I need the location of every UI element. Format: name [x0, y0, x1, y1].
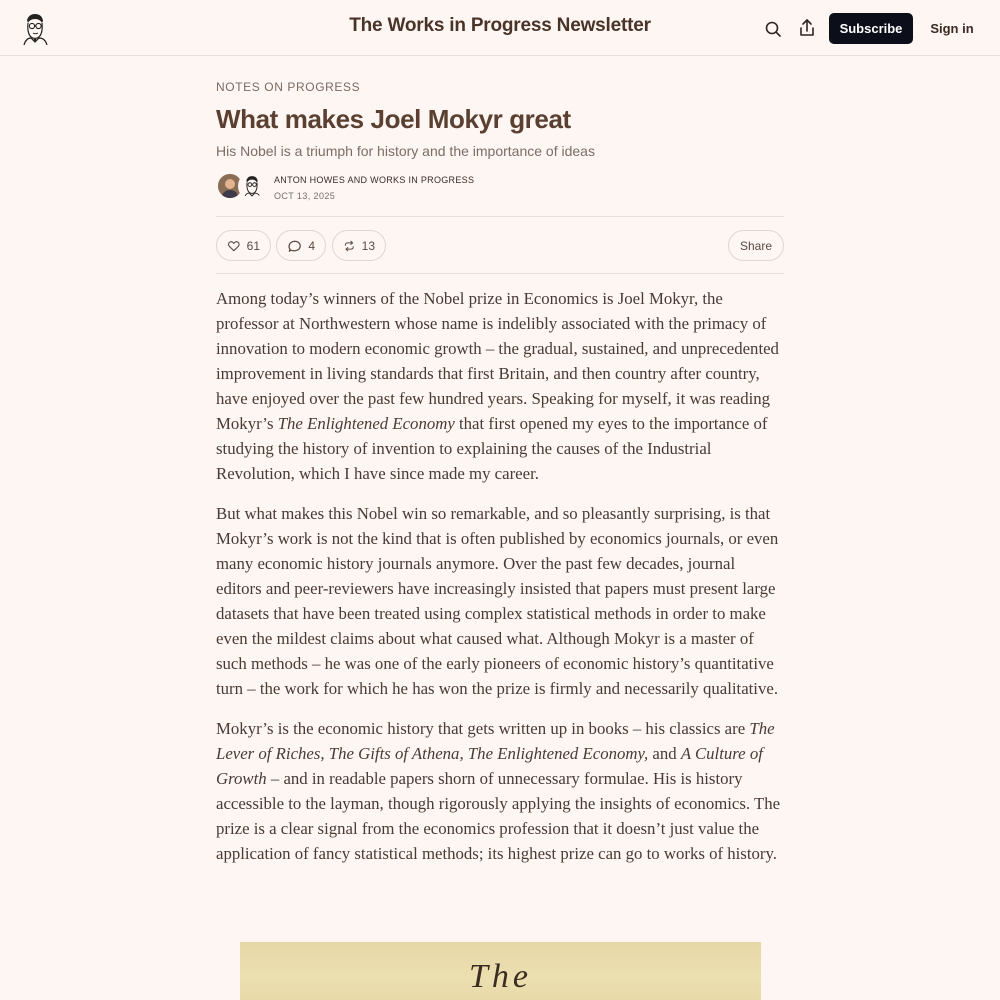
body-paragraph-3: Mokyr’s is the economic history that gets written up in books – his classics are The Lever of Riches, The Gifts of Athena, The Enlightened Economy, and A Culture of Growth – and in readable papers shorn of unnecessary formulae. His is history accessible to the layman, though rigorously applying the insights of economics. The prize is a clear signal from the economics profession that it doesn’t just value the application of fancy statistical methods; its highest prize can go to works of history.	[216, 719, 781, 863]
publish-date: OCT 13, 2025	[274, 191, 336, 201]
author-names[interactable]: ANTON HOWES AND WORKS IN PROGRESS	[274, 175, 475, 185]
author-avatar-wip[interactable]	[238, 172, 266, 200]
article	[216, 80, 784, 881]
top-navigation-bar	[0, 0, 1000, 56]
comment-button[interactable]	[276, 230, 326, 261]
book-title-culture-of-growth: A Culture of Growth	[216, 744, 763, 788]
restack-count: 13	[361, 238, 375, 253]
sign-in-button[interactable]: Sign in	[924, 13, 980, 44]
body-paragraph-2: But what makes this Nobel win so remarkable, and so pleasantly surprising, is that Mokyr’s work is not the kind that is often published by economics journals, or even many economic history journals anymore. Over the past few decades, journal editors and peer-reviewers have increasingly insisted that papers must present large datasets that have been treated using complex statistical methods in order to make even the mildest claims about what caused what. Although Mokyr is a master of such methods – he was one of the early pioneers of economic history’s quantitative turn – the work for which he has won the prize is firmly and necessarily qualitative.	[216, 504, 779, 698]
publication-title[interactable]: The Works in Progress Newsletter	[349, 15, 651, 36]
section-kicker[interactable]: NOTES ON PROGRESS	[216, 80, 361, 94]
heart-icon	[227, 238, 241, 254]
comment-bubble-icon	[287, 238, 302, 254]
article-title: What makes Joel Mokyr great	[216, 104, 571, 134]
divider	[216, 273, 784, 274]
share-upload-icon[interactable]	[796, 17, 818, 39]
like-count: 61	[246, 238, 260, 253]
subscribe-button[interactable]: Subscribe	[829, 13, 913, 44]
cover-title-text: The	[469, 958, 532, 995]
like-button[interactable]	[216, 230, 271, 261]
search-icon[interactable]	[762, 18, 784, 40]
comment-count: 4	[308, 238, 315, 253]
post-actions-bar	[216, 217, 784, 273]
restack-arrows-icon	[343, 238, 356, 254]
book-cover-image[interactable]	[240, 942, 761, 1000]
article-body	[216, 286, 784, 866]
restack-button[interactable]	[332, 230, 386, 261]
body-paragraph-1: Among today’s winners of the Nobel prize in Economics is Joel Mokyr, the professor at Northwestern whose name is indelibly associated with the primacy of innovation to modern economic growth – the gradual, sustained, and unprecedented improvement in living standards that first Britain, and then country after country, have enjoyed over the past few hundred years. Speaking for myself, it was reading Mokyr’s The Enlightened Economy that first opened my eyes to the importance of studying the history of invention to explaining the causes of the Industrial Revolution, which I have since made my career.	[216, 289, 779, 483]
article-subtitle: His Nobel is a triumph for history and the importance of ideas	[216, 143, 595, 159]
byline	[216, 172, 784, 202]
book-titles: The Lever of Riches, The Gifts of Athena, The Enlightened Economy,	[216, 719, 775, 763]
share-button[interactable]: Share	[728, 230, 784, 261]
book-title-enlightened-economy: The Enlightened Economy	[277, 414, 455, 433]
